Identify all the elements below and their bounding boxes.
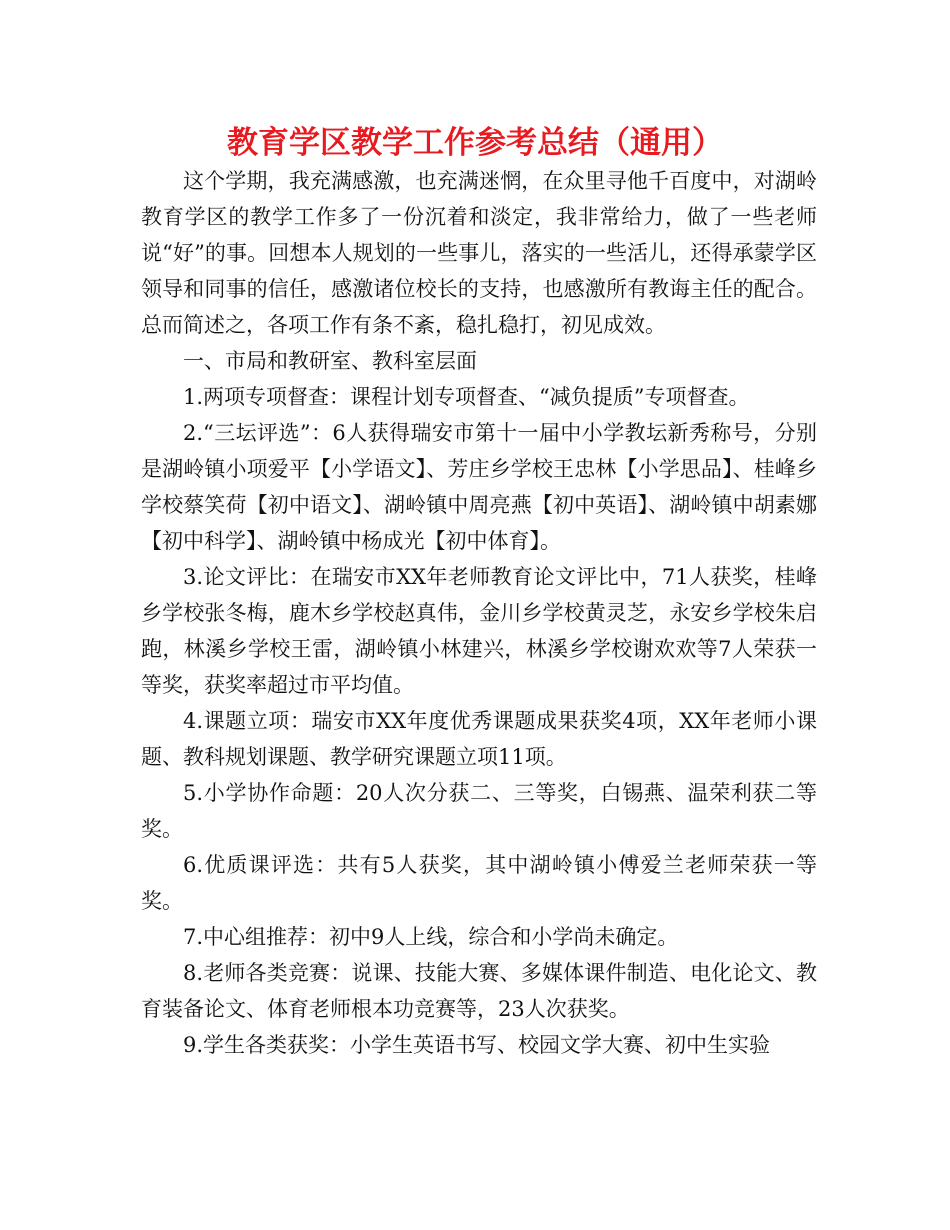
section-heading: 一、市局和教研室、教科室层面 bbox=[183, 349, 477, 373]
list-item: 1.两项专项督查：课程计划专项督查、“减负提质”专项督查。 bbox=[183, 385, 750, 409]
list-item: 6.优质课评选：共有5人获奖，其中湖岭镇小傅爱兰老师荣获一等奖。 bbox=[141, 853, 817, 913]
list-item: 4.课题立项：瑞安市XX年度优秀课题成果获奖4项，XX年老师小课题、教科规划课题、教学研究课题立项11项。 bbox=[141, 709, 817, 769]
list-item: 8.老师各类竞赛：说课、技能大赛、多媒体课件制造、电化论文、教育装备论文、体育老师根本功竞赛等，23人次获奖。 bbox=[141, 961, 817, 1021]
list-item: 7.中心组推荐：初中9人上线，综合和小学尚未确定。 bbox=[183, 925, 679, 949]
list-item: 2.“三坛评选”：6人获得瑞安市第十一届中小学教坛新秀称号，分别是湖岭镇小项爱平【小学语文】、芳庄乡学校王忠林【小学思品】、桂峰乡学校蔡笑荷【初中语文】、湖岭镇中周亮燕【初中英语】、湖岭镇中胡素娜【初中科学】、湖岭镇中杨成光【初中体育】。 bbox=[141, 421, 817, 553]
list-item: 9.学生各类获奖：小学生英语书写、校园文学大赛、初中生实验 bbox=[183, 1033, 771, 1057]
list-item: 3.论文评比：在瑞安市XX年老师教育论文评比中，71人获奖，桂峰乡学校张冬梅，鹿木乡学校赵真伟，金川乡学校黄灵芝，永安乡学校朱启跑，林溪乡学校王雷，湖岭镇小林建兴，林溪乡学校谢欢欢等7人荣获一等奖，获奖率超过市平均值。 bbox=[141, 565, 817, 697]
paragraph-intro: 这个学期，我充满感激，也充满迷惘，在众里寻他千百度中，对湖岭教育学区的教学工作多了一份沉着和淡定，我非常给力，做了一些老师说“好”的事。回想本人规划的一些事儿，落实的一些活儿，还得承蒙学区领导和同事的信任，感激诸位校长的支持，也感激所有教诲主任的配合。总而简述之，各项工作有条不紊，稳扎稳打，初见成效。 bbox=[141, 169, 817, 337]
document-title: 教育学区教学工作参考总结（通用） bbox=[227, 125, 723, 161]
list-item: 5.小学协作命题：20人次分获二、三等奖，白锡燕、温荣利获二等奖。 bbox=[141, 781, 817, 841]
document-body bbox=[141, 163, 817, 1063]
